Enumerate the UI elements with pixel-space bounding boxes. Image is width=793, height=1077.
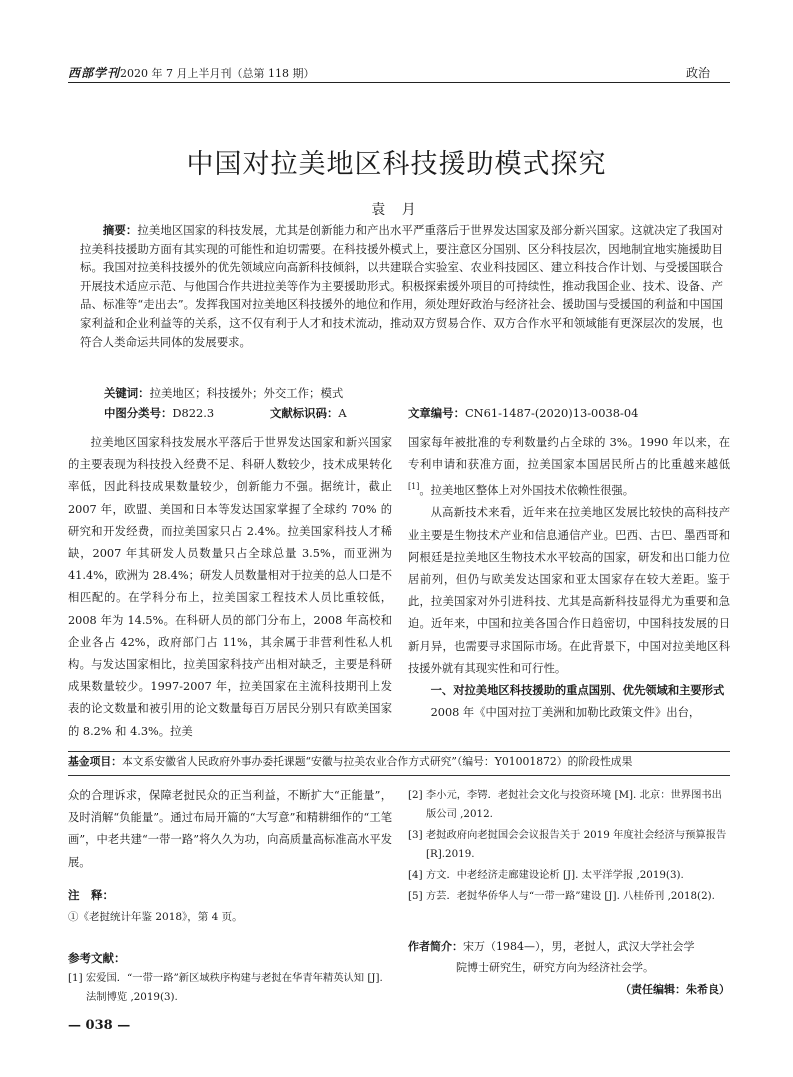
note-item: ①《老挝统计年鉴 2018》，第 4 页。 [68, 911, 243, 923]
clc-number: 中图分类号：D822.3 [104, 406, 215, 420]
abstract-label: 摘要： [102, 223, 138, 237]
body-paragraph-continued: 众的合理诉求，保障老挝民众的正当利益，不断扩大“正能量”，及时消解“负能量”。通过布局开篇的“大写意”和精耕细作的“工笔画”，中老共建“一带一路”将久久为功，向高质量高标准高水平发展。 [68, 789, 392, 869]
keywords-label: 关键词： [104, 386, 150, 400]
body-column-left [68, 432, 392, 743]
references-heading: 参考文献： [68, 951, 126, 965]
header-rule [68, 82, 730, 83]
divider [68, 751, 730, 752]
keywords [104, 385, 343, 401]
fund-info: 基金项目：本文系安徽省人民政府外事办委托课题“安徽与拉美农业合作方式研究”（编号：Y01001872）的阶段性成果 [68, 755, 633, 768]
reference-item: [1] 宏爱国．“一带一路”新区域秩序构建与老挝在华青年精英认知 [J]. 法制博览 ,2019(3). [68, 972, 383, 1003]
issue-info: 2020 年 7 月上半月刊（总第 118 期） [120, 67, 315, 80]
section-label: 政治 [686, 66, 711, 80]
reference-list-left [68, 969, 392, 1009]
reference-list-right [408, 786, 730, 908]
citation-ref: [1] [408, 482, 420, 492]
page-number: — 038 — [68, 1018, 131, 1033]
doc-code: 文献标识码：A [270, 406, 347, 420]
reference-item: [3] 老挝政府向老挝国会会议报告关于 2019 年度社会经济与预算报告 [R].2019. [408, 829, 727, 860]
reference-item: [5] 方芸．老挝华侨华人与“一带一路”建设 [J]. 八桂侨刊 ,2018(2). [408, 890, 715, 902]
article-title: 中国对拉美地区科技援助模式探究 [186, 149, 607, 180]
body-paragraph: 国家每年被批准的专利数量约占全球的 3%。1990 年以来，在专利申请和获准方面，拉美国家本国居民所占的比重越来越低[1]。拉美地区整体上对外国技术依赖性很强。 [408, 436, 730, 498]
running-header [68, 64, 315, 81]
abstract-text: 拉美地区国家的科技发展，尤其是创新能力和产出水平严重落后于世界发达国家及部分新兴国家。这就决定了我国对拉美科技援助方面有其实现的可能性和迫切需要。在科技援外模式上，要注意区分国别、区分科技层次，因地制宜地实施援助目标。我国对拉美科技援外的优先领域应向高新科技倾斜，以共建联合实验室、农业科技园区、建立科技合作计划、与受援国联合开展技术适应示范、与他国合作共进拉美等作为主要援助形式。积极探索援外项目的可持续性，推动我国企业、技术、设备、产品、标准等“走出去”。发挥我国对拉美地区科技援外的地位和作用，须处理好政治与经济社会、援助国与受援国的利益和中国国家利益和企业利益等的关系，这不仅有利于人才和技术流动，推动双方贸易合作、双方合作水平和领域能有更深层次的发展，也符合人类命运共同体的发展要求。 [80, 223, 723, 349]
abstract [80, 221, 723, 351]
divider [68, 775, 730, 776]
responsible-editor: （责任编辑：朱希良） [620, 983, 730, 996]
section-heading: 一、对拉美地区科技援助的重点国别、优先领域和主要形式 [430, 684, 725, 697]
body-paragraph: 拉美地区国家科技发展水平落后于世界发达国家和新兴国家的主要表现为科技投入经费不足、科研人数较少，技术成果转化率低，因此科技成果数量较少，创新能力不强。据统计，截止 2007 年，欧盟、美国和日本等发达国家掌握了全球约 70% 的研究和开发经费，而拉美国家只占 2.4%。拉美国家科技人才稀缺，2007 年其研发人员数量只占全球总量 3.5%，而亚洲为 41.4%，欧洲为 28.4%；研发人员数量相对于拉美的总人口是不相匹配的。在学科分布上，拉美国家工程技术人员比重较低，2008 年为 14.5%。在科研人员的部门分布上，2008 年高校和企业各占 42%，政府部门占 11%，其余属于非营利性私人机构。与发达国家相比，拉美国家科技产出相对缺乏，主要是科研成果数量较少。1997-2007 年，拉美国家在主流科技期刊上发表的论文数量和被引用的论文数量每百万居民分别只有欧美国家的 8.2% 和 4.3%。拉美 [68, 436, 392, 738]
notes-heading: 注 释： [68, 888, 114, 902]
article-author: 袁 月 [371, 202, 422, 218]
reference-item: [2] 李小元，李锷．老挝社会文化与投资环境 [M]. 北京：世界图书出版公司 ,2012. [408, 789, 722, 820]
journal-logo: 西部学刊 [68, 66, 121, 80]
bio-label: 作者简介： [408, 940, 463, 953]
body-paragraph: 从高新技术来看，近年来在拉美地区发展比较快的高科技产业主要是生物技术产业和信息通信产业。巴西、古巴、墨西哥和阿根廷是拉美地区生物技术水平较高的国家，研发和出口能力位居前列，但仍与欧美发达国家和亚太国家存在较大差距。鉴于此，拉美国家对外引进科技、尤其是高新科技显得尤为重要和急迫。近年来，中国和拉美各国合作日趋密切，中国科技发展的日新月异，也需要寻求国际市场。在此背景下，中国对拉美地区科技援外就有其现实性和可行性。 [408, 506, 730, 675]
reference-item: [4] 方文．中老经济走廊建设论析 [J]. 太平洋学报 ,2019(3). [408, 869, 684, 881]
keywords-text: 拉美地区；科技援外；外交工作；模式 [149, 386, 344, 400]
article-number: 文章编号：CN61-1487-(2020)13-0038-04 [408, 406, 639, 420]
body-column-right [408, 432, 730, 724]
body-paragraph: 2008 年《中国对拉丁美洲和加勒比政策文件》出台， [430, 706, 701, 720]
author-bio: 作者简介：宋万（1984—），男，老挝人，武汉大学社会学 院博士研究生，研究方向为经济社会学。 [408, 940, 695, 974]
